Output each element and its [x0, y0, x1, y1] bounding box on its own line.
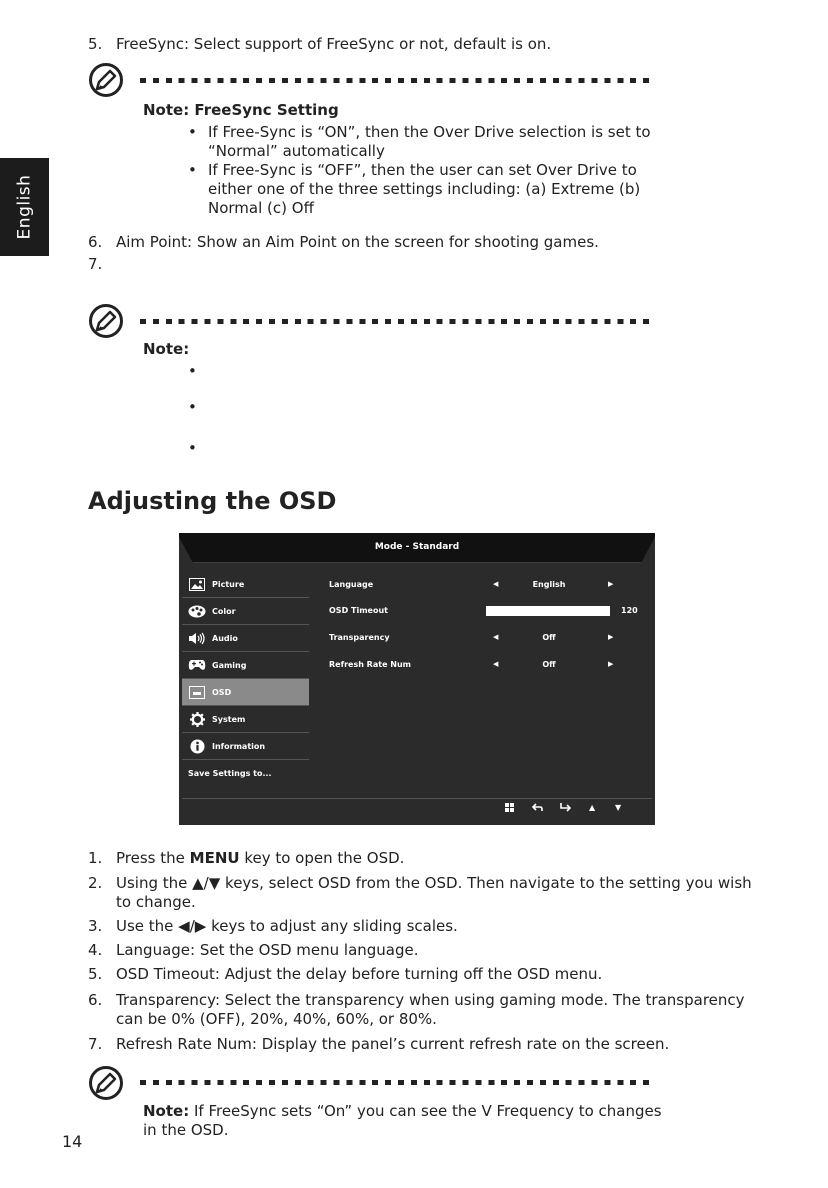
osd-menu-picture[interactable] [182, 571, 309, 598]
osd-menu-audio[interactable] [182, 625, 309, 652]
osd-icon [188, 685, 206, 699]
setting-transparency-value[interactable]: Off [542, 633, 556, 642]
step-text: Language: Set the OSD menu language. [116, 941, 419, 959]
note-text: Note: If FreeSync sets “On” you can see the V Frequency to changes [143, 1102, 662, 1120]
step-number: 5. [88, 965, 103, 983]
menu-label: Gaming [212, 660, 247, 670]
item-number: 6. [88, 233, 103, 251]
step-text: to change. [116, 893, 196, 911]
up-icon[interactable]: ▲ [589, 803, 596, 812]
down-icon[interactable]: ▼ [615, 803, 622, 812]
step-number: 3. [88, 917, 103, 935]
note-title: Note: FreeSync Setting [143, 101, 339, 119]
menu-label: Save Settings to... [188, 768, 272, 778]
language-side-tab [0, 158, 49, 256]
setting-refresh-rate-value[interactable]: Off [542, 660, 556, 669]
osd-timeout-slider-fill [486, 606, 610, 616]
bullet: • [188, 362, 197, 380]
osd-mode-title: Mode - Standard [374, 542, 460, 552]
freesync-item: FreeSync: Select support of FreeSync or not, default is on. [116, 35, 552, 53]
note-text: in the OSD. [143, 1121, 229, 1139]
note-divider [140, 78, 656, 83]
section-heading: Adjusting the OSD [88, 487, 337, 515]
step-number: 6. [88, 991, 103, 1009]
item-number: 5. [88, 35, 103, 53]
note-pen-icon [88, 303, 124, 339]
osd-menu-gaming[interactable] [182, 652, 309, 679]
grid-icon[interactable] [505, 803, 514, 815]
step-number: 1. [88, 849, 103, 867]
step-text: Use the ◀/▶ keys to adjust any sliding scales. [116, 917, 458, 935]
osd-menu-save-settings[interactable] [182, 760, 315, 786]
note-bullet-text: If Free-Sync is “OFF”, then the user can set Over Drive to [208, 161, 637, 179]
menu-label: Audio [212, 633, 238, 643]
osd-footer-divider [182, 798, 652, 799]
osd-menu-information[interactable] [182, 733, 309, 760]
menu-key-label: MENU [189, 849, 240, 867]
speaker-icon [188, 631, 206, 645]
gear-icon [188, 712, 206, 726]
page-number: 14 [62, 1132, 83, 1151]
osd-menu-color[interactable] [182, 598, 309, 625]
note-pen-icon [88, 62, 124, 98]
palette-icon [188, 604, 206, 618]
bullet: • [188, 161, 197, 179]
step-text: OSD Timeout: Adjust the delay before turning off the OSD menu. [116, 965, 603, 983]
setting-osd-timeout-label: OSD Timeout [329, 606, 388, 615]
menu-label: Information [212, 741, 266, 751]
setting-osd-timeout-value: 120 [621, 606, 638, 615]
setting-refresh-rate-label: Refresh Rate Num [329, 660, 411, 669]
bullet: • [188, 439, 197, 457]
step-number: 2. [88, 874, 103, 892]
step-text: Refresh Rate Num: Display the panel’s current refresh rate on the screen. [116, 1035, 670, 1053]
setting-transparency-label: Transparency [329, 633, 390, 642]
note-title: Note: [143, 1102, 190, 1120]
right-arrow-icon[interactable]: ▶ [608, 660, 614, 668]
menu-label: System [212, 714, 246, 724]
setting-language-value[interactable]: English [532, 580, 566, 589]
menu-label: Picture [212, 579, 245, 589]
note-bullet-text: If Free-Sync is “ON”, then the Over Drive selection is set to [208, 123, 651, 141]
note-divider [140, 319, 656, 324]
osd-timeout-slider[interactable] [486, 606, 610, 616]
step-text: can be 0% (OFF), 20%, 40%, 60%, or 80%. [116, 1010, 437, 1028]
note-pen-icon [88, 1065, 124, 1101]
left-arrow-icon[interactable]: ◀ [493, 580, 499, 588]
step-text: Press the MENU key to open the OSD. [116, 849, 405, 867]
bullet: • [188, 123, 197, 141]
osd-menu-system[interactable] [182, 706, 309, 733]
right-arrow-icon[interactable]: ▶ [608, 580, 614, 588]
note-bullet-text: Normal (c) Off [208, 199, 314, 217]
bullet: • [188, 398, 197, 416]
info-icon [188, 739, 206, 753]
step-number: 4. [88, 941, 103, 959]
step-text: Transparency: Select the transparency when using gaming mode. The transparency [116, 991, 745, 1009]
enter-icon[interactable] [560, 803, 572, 815]
left-arrow-icon[interactable]: ◀ [493, 633, 499, 641]
menu-label: Color [212, 606, 236, 616]
side-tab-label: English [14, 174, 35, 240]
back-icon[interactable] [532, 803, 543, 815]
step-text: Using the ▲/▼ keys, select OSD from the OSD. Then navigate to the setting you wish [116, 874, 752, 892]
note-divider [140, 1080, 656, 1085]
left-arrow-icon[interactable]: ◀ [493, 660, 499, 668]
right-arrow-icon[interactable]: ▶ [608, 633, 614, 641]
item-number: 7. [88, 255, 103, 273]
osd-menu-osd[interactable] [182, 679, 309, 706]
osd-screen [179, 533, 655, 825]
gamepad-icon [188, 658, 206, 672]
note-title: Note: [143, 340, 190, 358]
step-number: 7. [88, 1035, 103, 1053]
note-bullet-text: either one of the three settings including: (a) Extreme (b) [208, 180, 641, 198]
aim-point-item: Aim Point: Show an Aim Point on the screen for shooting games. [116, 233, 599, 251]
picture-icon [188, 577, 206, 591]
setting-language-label: Language [329, 580, 374, 589]
menu-label: OSD [212, 687, 232, 697]
note-bullet-text: “Normal” automatically [208, 142, 385, 160]
